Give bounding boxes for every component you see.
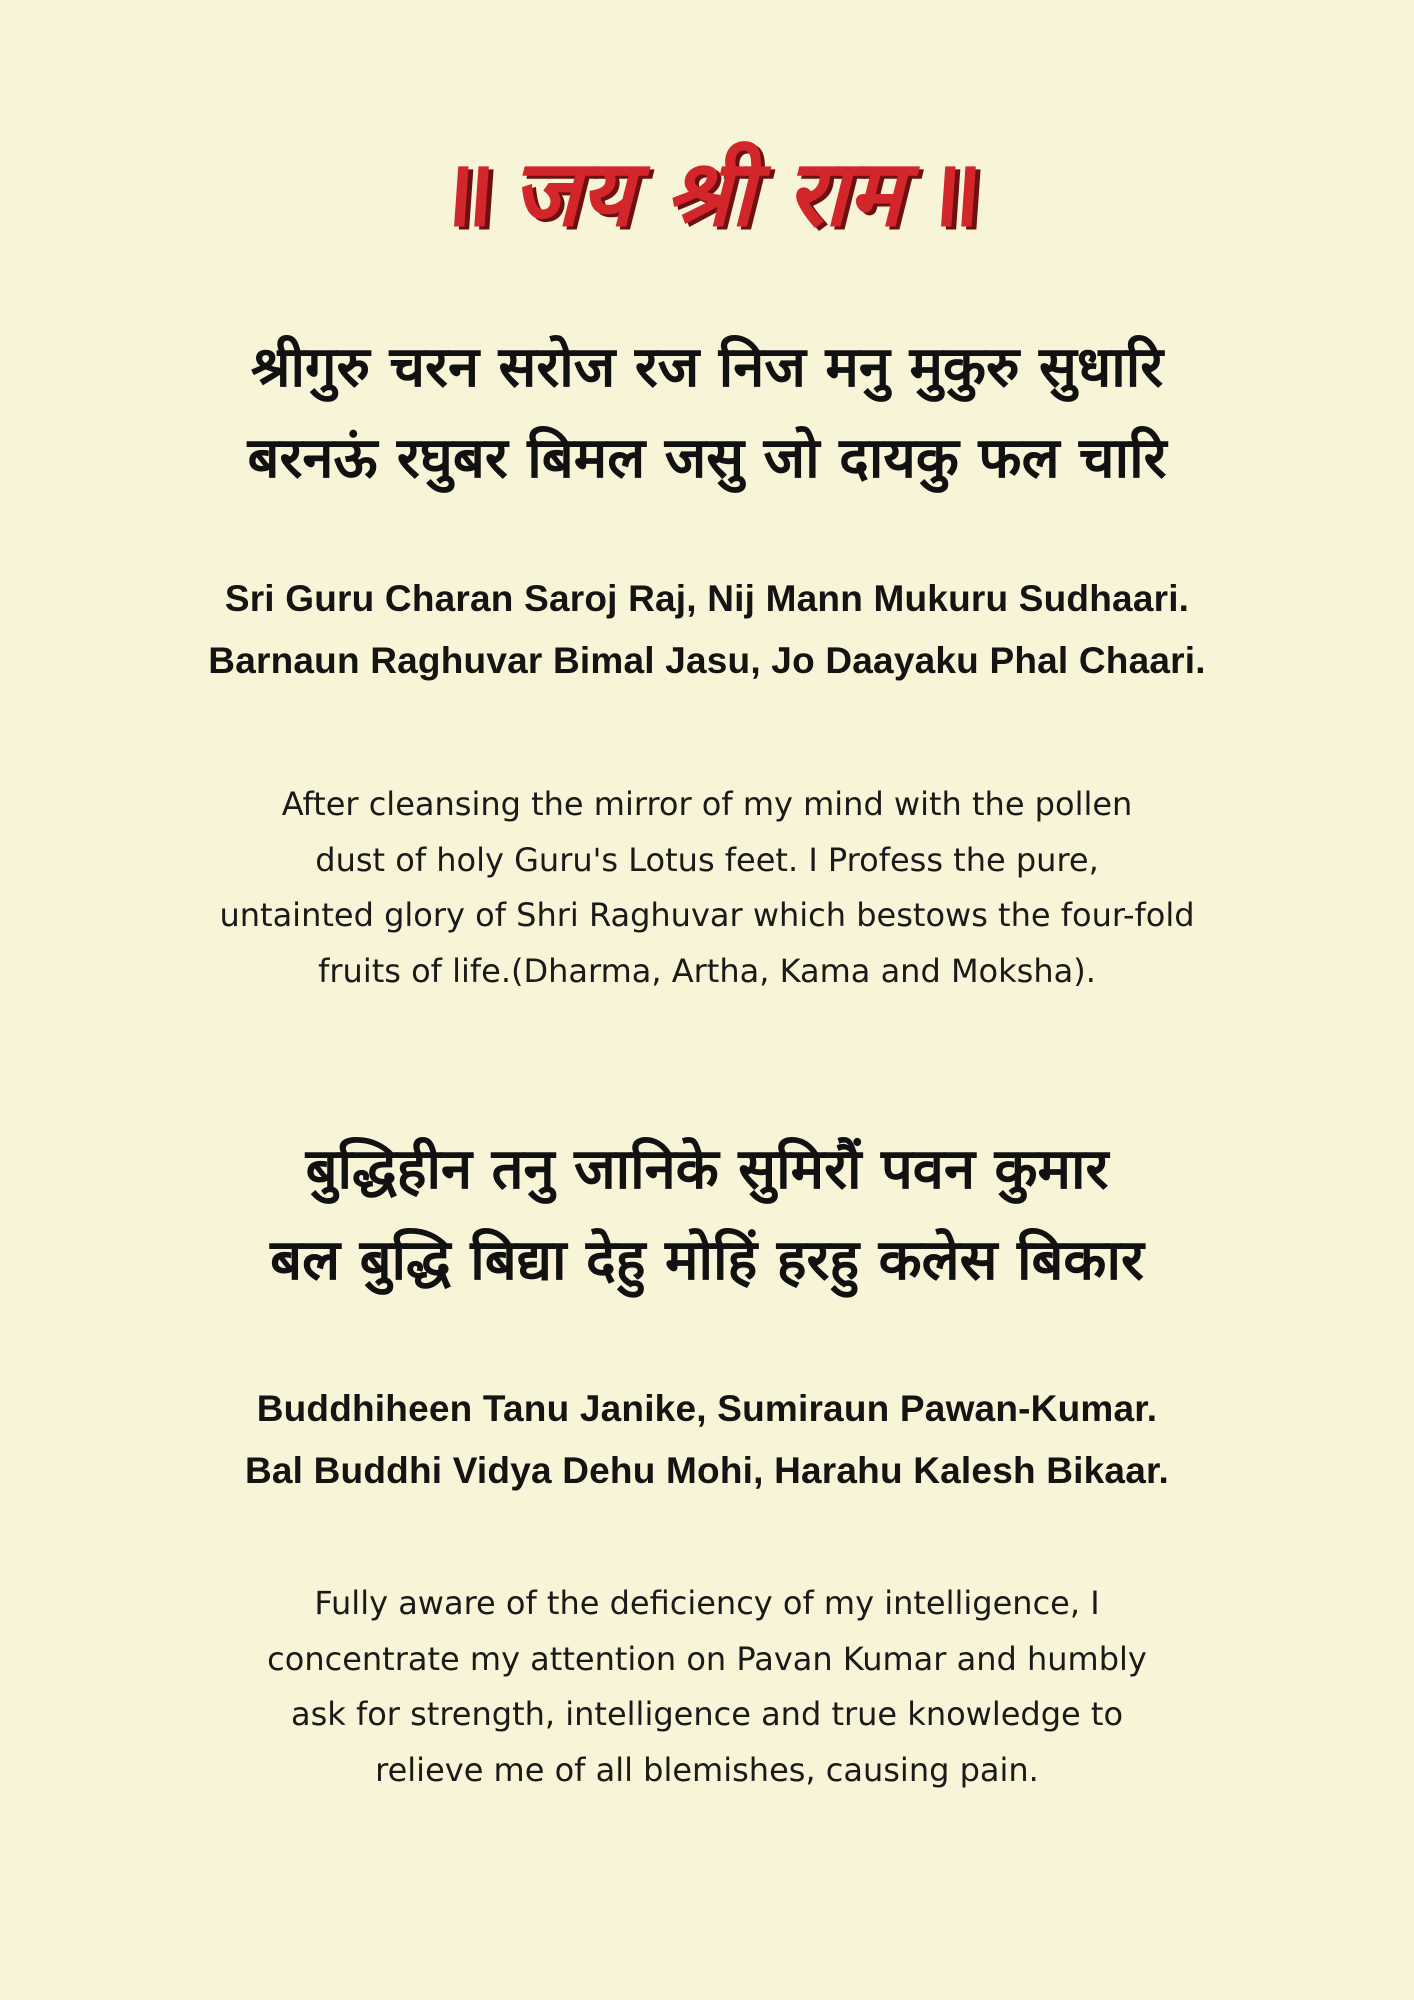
title-right-mark: ॥ (922, 139, 978, 247)
verse-2-hindi (0, 1124, 1414, 1306)
verse-1-meaning-line-1: After cleansing the mirror of my mind with the pollen (281, 785, 1133, 823)
verse-1-hindi-line-2: बरनऊं रघुबर बिमल जसु जो दायकु फल चारि (247, 426, 1167, 491)
verse-2-meaning-line-3: ask for strength, intelligence and true knowledge to (290, 1695, 1124, 1733)
verse-2-transliteration (0, 1378, 1414, 1502)
verse-1-hindi (0, 322, 1414, 504)
title-left-mark: ॥ (436, 139, 492, 247)
verse-2-hindi-line-2: बल बुद्धि बिद्या देहु मोहिं हरहु कलेस बिकार (270, 1228, 1144, 1293)
verse-1-transliteration (0, 568, 1414, 692)
verse-1-hindi-line-1: श्रीगुरु चरन सरोज रज निज मनु मुकुरु सुधारि (250, 335, 1164, 400)
verse-1-translit-line-1: Sri Guru Charan Saroj Raj, Nij Mann Mukuru Sudhaari. (224, 578, 1190, 619)
verse-1-meaning-line-2: dust of holy Guru's Lotus feet. I Profess the pure, (315, 840, 1099, 879)
verse-2-translit-line-2: Bal Buddhi Vidya Dehu Mohi, Harahu Kalesh Bikaar. (244, 1450, 1170, 1491)
verse-2-meaning-line-1: Fully aware of the deficiency of my intelligence, I (314, 1584, 1100, 1622)
title-text: जय श्री राम (511, 139, 903, 247)
verse-1-meaning-line-3: untainted glory of Shri Raghuvar which bestows the four-fold (219, 896, 1195, 934)
verse-2-meaning-line-2: concentrate my attention on Pavan Kumar and humbly (267, 1639, 1147, 1678)
verse-1-meaning (0, 777, 1414, 999)
page-title (0, 128, 1414, 258)
verse-1-translit-line-2: Barnaun Raghuvar Bimal Jasu, Jo Daayaku Phal Chaari. (208, 640, 1206, 681)
verse-2-translit-line-1: Buddhiheen Tanu Janike, Sumiraun Pawan-Kumar. (256, 1388, 1158, 1429)
verse-1-meaning-line-4: fruits of life.(Dharma, Artha, Kama and Moksha). (318, 951, 1096, 990)
verse-2-meaning-line-4: relieve me of all blemishes, causing pain. (375, 1750, 1039, 1789)
verse-2-meaning (0, 1576, 1414, 1798)
verse-2-hindi-line-1: बुद्धिहीन तनु जानिके सुमिरौं पवन कुमार (305, 1137, 1109, 1202)
